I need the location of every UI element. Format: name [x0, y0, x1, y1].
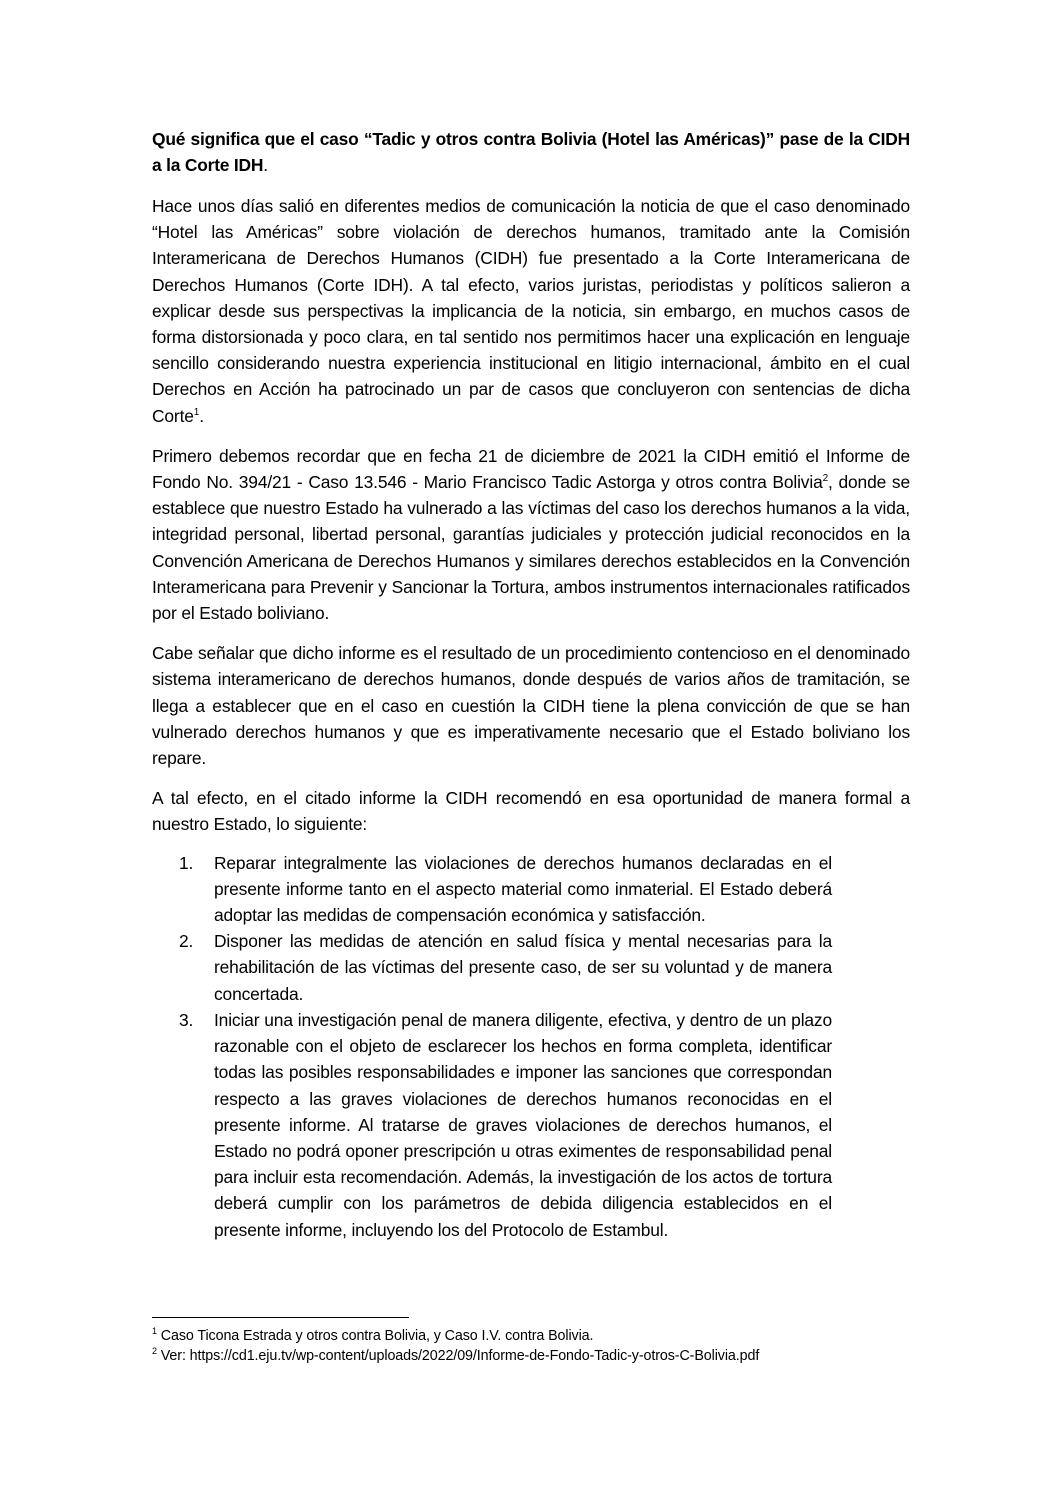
- footnote-ref-1[interactable]: 1: [193, 406, 200, 418]
- recommendation-item-2: [152, 928, 832, 1007]
- paragraph-4: A tal efecto, en el citado informe la CIDH recomendó en esa oportunidad de manera formal a nuestro Estado, lo siguiente:: [152, 788, 910, 835]
- recommendation-number: 1.: [179, 852, 194, 873]
- recommendation-text: Iniciar una investigación penal de manera diligente, efectiva, y dentro de un plazo razonable con el objeto de esclarecer los hechos en forma completa, identificar todas las posibles responsabilidades e imponer las sanciones que correspondan respecto a las graves violaciones de derechos humanos reconocidas en el presente informe. Al tratarse de graves violaciones de derechos humanos, el Estado no podrá oponer prescripción u otras eximentes de responsabilidad penal para incluir esta recomendación. Además, la investigación de los actos de tortura deberá cumplir con los parámetros de debida diligencia establecidos en el presente informe, incluyendo los del Protocolo de Estambul.: [214, 1009, 832, 1240]
- footnote-ref-2[interactable]: 2: [822, 473, 829, 485]
- paragraph-1: [152, 193, 910, 429]
- footnote-link[interactable]: Ver: https://cd1.eju.tv/wp-content/uploads/2022/09/Informe-de-Fondo-Tadic-y-otros-C-Bolivia.pdf: [156, 1348, 760, 1364]
- title-text: Qué significa que el caso “Tadic y otros contra Bolivia (Hotel las Américas)” pase de la CIDH a la Corte IDH: [152, 129, 910, 175]
- footnote-2: [152, 1346, 912, 1366]
- paragraph-2-text: Primero debemos recordar que en fecha 21 de diciembre de 2021 la CIDH emitió el Informe de Fondo No. 394/21 - Caso 13.546 - Mario Francisco Tadic Astorga y otros contra Bolivia: [152, 445, 910, 493]
- footnote-separator: [152, 1317, 409, 1318]
- title-period: .: [263, 155, 268, 175]
- recommendation-text: Reparar integralmente las violaciones de derechos humanos declaradas en el presente informe tanto en el aspecto material como inmaterial. El Estado deberá adoptar las medidas de compensación económica y satisfacción.: [214, 852, 832, 926]
- recommendation-number: 2.: [179, 931, 194, 952]
- paragraph-2-end: , donde se establece que nuestro Estado ha vulnerado a las víctimas del caso los derechos humanos a la vida, integridad personal, libertad personal, garantías judiciales y protección judicial reconocidos en la Convención Americana de Derechos Humanos y similares derechos establecidos en la Convención Interamericana para Prevenir y Sancionar la Tortura, ambos instrumentos internacionales ratificados por el Estado boliviano.: [152, 472, 910, 624]
- recommendation-item-3: [152, 1007, 832, 1243]
- paragraph-2: [152, 443, 910, 626]
- paragraph-3: Cabe señalar que dicho informe es el resultado de un procedimiento contencioso en el denominado sistema interamericano de derechos humanos, donde después de varios años de tramitación, se llega a establecer que en el caso en cuestión la CIDH tiene la plena convicción de que se han vulnerado derechos humanos y que es imperativamente necesario que el Estado boliviano los repare.: [152, 643, 910, 769]
- recommendation-text: Disponer las medidas de atención en salud física y mental necesarias para la rehabilitación de las víctimas del presente caso, de ser su voluntad y de manera concertada.: [214, 931, 832, 1004]
- footnotes: [152, 1326, 912, 1366]
- document-title: [152, 126, 910, 178]
- recommendation-item-1: [152, 850, 832, 929]
- footnote-mark: 1: [152, 1326, 157, 1337]
- recommendations-list: [152, 850, 910, 1243]
- recommendation-number: 3.: [179, 1009, 194, 1030]
- paragraph-1-text: Hace unos días salió en diferentes medios de comunicación la noticia de que el caso denominado “Hotel las Américas” sobre violación de derechos humanos, tramitado ante la Comisión Interamericana de Derechos Humanos (CIDH) fue presentado a la Corte Interamericana de Derechos Humanos (Corte IDH). A tal efecto, varios juristas, periodistas y políticos salieron a explicar desde sus perspectivas la implicancia de la noticia, sin embargo, en muchos casos de forma distorsionada y poco clara, en tal sentido nos permitimos hacer una explicación en lenguaje sencillo considerando nuestra experiencia institucional en litigio internacional, ámbito en el cual Derechos en Acción ha patrocinado un par de casos que concluyeron con sentencias de dicha Corte: [152, 196, 910, 426]
- footnote-mark: 2: [152, 1346, 157, 1357]
- document-body: [152, 126, 910, 1243]
- footnote-text: Caso Ticona Estrada y otros contra Bolivia, y Caso I.V. contra Bolivia.: [156, 1328, 594, 1344]
- footnote-1: [152, 1326, 912, 1346]
- paragraph-1-end: .: [199, 405, 204, 426]
